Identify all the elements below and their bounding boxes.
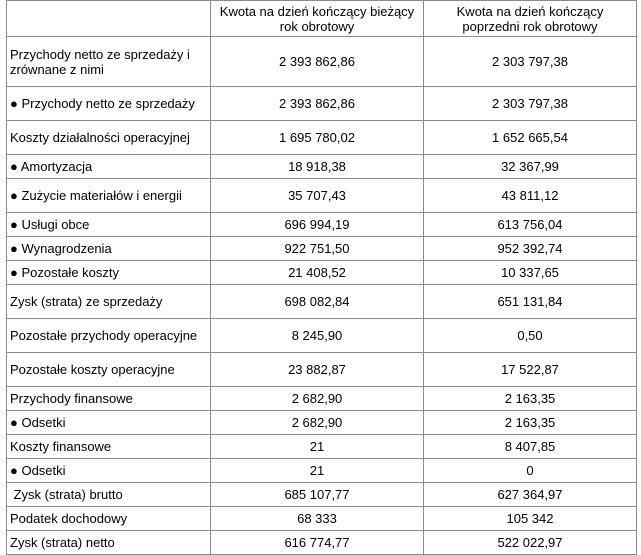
row-label: Przychody finansowe	[7, 387, 211, 411]
row-previous-value: 8 407,85	[424, 435, 637, 459]
table-row	[7, 285, 637, 319]
row-previous-value: 627 364,97	[424, 483, 637, 507]
financial-table	[6, 0, 637, 555]
row-previous-value: 522 022,97	[424, 531, 637, 555]
row-previous-value: 952 392,74	[424, 237, 637, 261]
row-current-value: 21	[211, 435, 424, 459]
table-row	[7, 179, 637, 213]
row-current-value: 922 751,50	[211, 237, 424, 261]
row-current-value: 2 393 862,86	[211, 87, 424, 121]
row-current-value: 698 082,84	[211, 285, 424, 319]
row-current-value: 68 333	[211, 507, 424, 531]
header-empty-cell	[7, 1, 211, 37]
row-previous-value: 2 303 797,38	[424, 37, 637, 87]
row-label: Koszty działalności operacyjnej	[7, 121, 211, 155]
row-previous-value: 43 811,12	[424, 179, 637, 213]
row-label: ● Amortyzacja	[7, 155, 211, 179]
row-current-value: 685 107,77	[211, 483, 424, 507]
row-current-value: 2 682,90	[211, 411, 424, 435]
row-current-value: 616 774,77	[211, 531, 424, 555]
row-previous-value: 17 522,87	[424, 353, 637, 387]
table-row	[7, 507, 637, 531]
table-row	[7, 213, 637, 237]
table-row	[7, 319, 637, 353]
table-row	[7, 37, 637, 87]
row-previous-value: 2 303 797,38	[424, 87, 637, 121]
row-previous-value: 2 163,35	[424, 387, 637, 411]
row-label: ● Zużycie materiałów i energii	[7, 179, 211, 213]
row-previous-value: 0,50	[424, 319, 637, 353]
row-label: Zysk (strata) netto	[7, 531, 211, 555]
row-previous-value: 10 337,65	[424, 261, 637, 285]
row-label: ● Wynagrodzenia	[7, 237, 211, 261]
row-current-value: 8 245,90	[211, 319, 424, 353]
row-label: Zysk (strata) ze sprzedaży	[7, 285, 211, 319]
table-row	[7, 155, 637, 179]
row-label: ● Odsetki	[7, 459, 211, 483]
row-previous-value: 105 342	[424, 507, 637, 531]
table-row	[7, 411, 637, 435]
row-previous-value: 651 131,84	[424, 285, 637, 319]
row-current-value: 23 882,87	[211, 353, 424, 387]
row-previous-value: 0	[424, 459, 637, 483]
row-current-value: 35 707,43	[211, 179, 424, 213]
row-label: Przychody netto ze sprzedaży i zrównane z nimi	[7, 37, 211, 87]
table-row	[7, 483, 637, 507]
table-row	[7, 121, 637, 155]
table-row	[7, 261, 637, 285]
row-current-value: 21	[211, 459, 424, 483]
row-label: ● Odsetki	[7, 411, 211, 435]
row-label: ● Pozostałe koszty	[7, 261, 211, 285]
row-label: ● Usługi obce	[7, 213, 211, 237]
row-previous-value: 2 163,35	[424, 411, 637, 435]
row-label: Koszty finansowe	[7, 435, 211, 459]
header-current-year: Kwota na dzień kończący bieżący rok obrotowy	[211, 1, 424, 37]
table-row	[7, 353, 637, 387]
table-row	[7, 237, 637, 261]
row-current-value: 1 695 780,02	[211, 121, 424, 155]
row-label: Pozostałe koszty operacyjne	[7, 353, 211, 387]
table-row	[7, 435, 637, 459]
table-row	[7, 459, 637, 483]
table-header-row	[7, 1, 637, 37]
table-row	[7, 87, 637, 121]
row-current-value: 21 408,52	[211, 261, 424, 285]
row-previous-value: 32 367,99	[424, 155, 637, 179]
row-previous-value: 1 652 665,54	[424, 121, 637, 155]
row-label: Zysk (strata) brutto	[7, 483, 211, 507]
table-row	[7, 387, 637, 411]
row-label: Podatek dochodowy	[7, 507, 211, 531]
table-row	[7, 531, 637, 555]
row-current-value: 696 994,19	[211, 213, 424, 237]
row-current-value: 2 682,90	[211, 387, 424, 411]
row-label: ● Przychody netto ze sprzedaży	[7, 87, 211, 121]
row-current-value: 2 393 862,86	[211, 37, 424, 87]
row-current-value: 18 918,38	[211, 155, 424, 179]
row-label: Pozostałe przychody operacyjne	[7, 319, 211, 353]
header-previous-year: Kwota na dzień kończący poprzedni rok obrotowy	[424, 1, 637, 37]
row-previous-value: 613 756,04	[424, 213, 637, 237]
